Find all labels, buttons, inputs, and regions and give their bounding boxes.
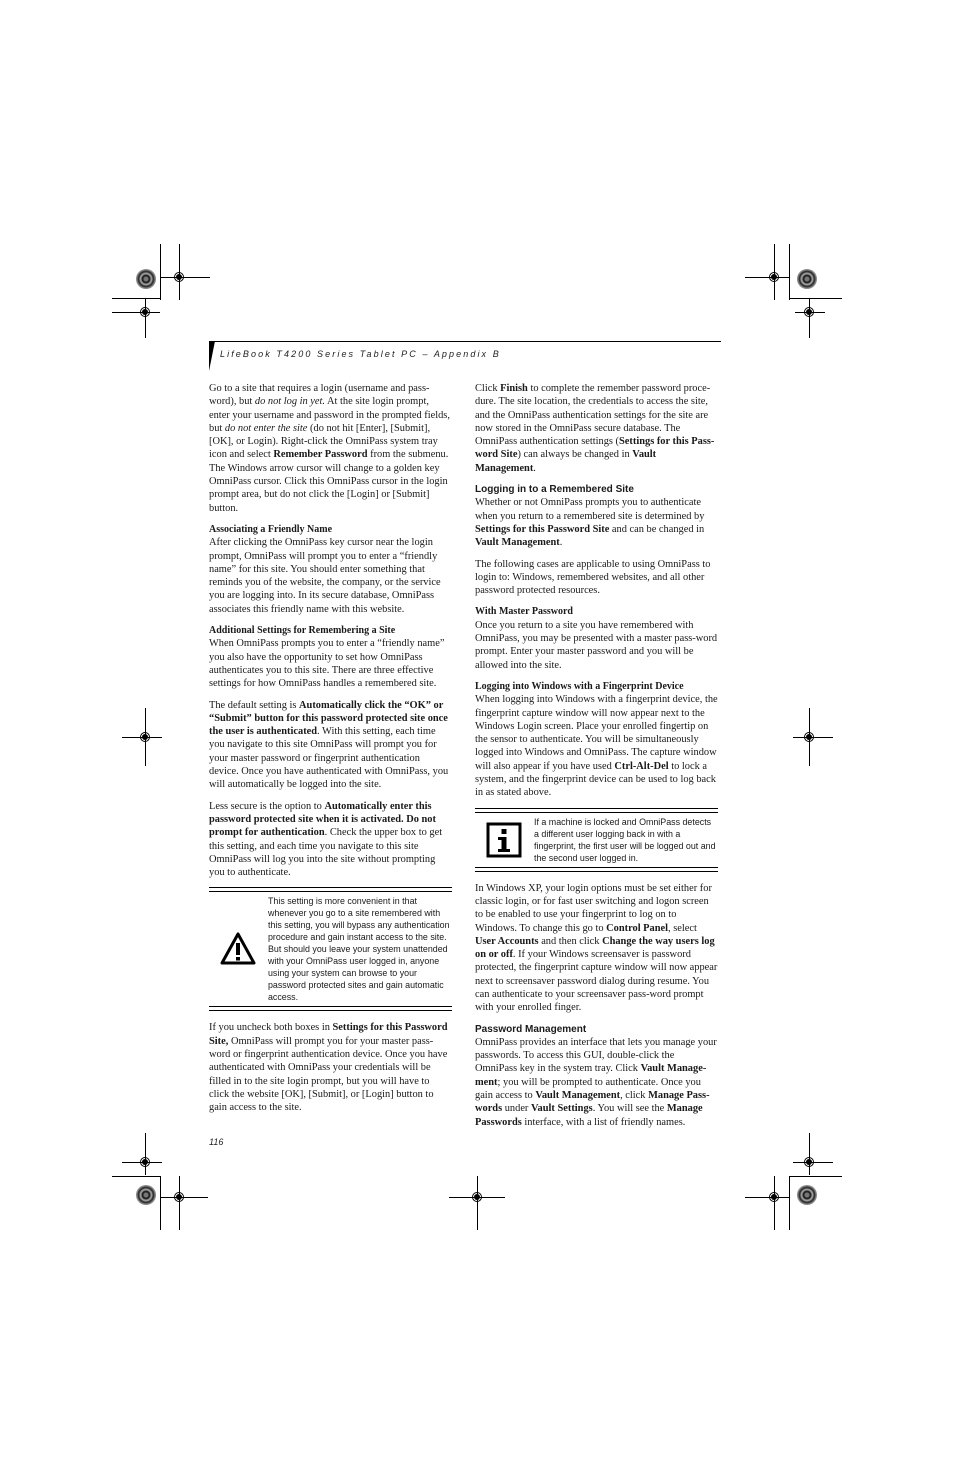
registration-mark-icon — [172, 270, 186, 284]
running-title: LifeBook T4200 Series Tablet PC – Appendix B — [220, 349, 501, 359]
additional-settings-heading: Additional Settings for Remembering a Site — [209, 625, 396, 637]
windows-xp-paragraph: In Windows XP, your login options must be set either for classic login, or for fast user switching and logon screen to be enabled to use your fingerprint to log on to Windows. To change this go to Control Panel, select User Accounts and then click Change the way users log on or off. If your Windows screensaver is password protected, the fingerprint capture window will now appear next to screensaver password dialog during resume. You can authenticate to your screensaver pass-word prompt with your enrolled finger. — [475, 882, 718, 1014]
finish-paragraph: Click Finish to complete the remember password proce-dure. The site location, the credentials to access the site, and the OmniPass authentication settings for the site are now stored in the OmniPass secure database. The OmniPass authentication settings (Settings for this Pass-word Site) can always be changed in Vault Management. — [475, 383, 715, 474]
registration-mark-icon — [172, 1190, 186, 1204]
registration-mark-icon — [138, 305, 152, 319]
registration-disc-icon — [797, 269, 817, 289]
right-column — [475, 382, 718, 1137]
registration-disc-icon — [136, 269, 156, 289]
password-management-heading: Password Management — [475, 1023, 587, 1035]
caution-note-text: This setting is more convenient in that whenever you go to a site remembered with this setting, you will bypass any authentication procedure and gain instant access to the site. But should you leave your system unattended with your OmniPass user logged in, anyone using your system can browse to your password protected sites and gain automatic access. — [268, 896, 450, 1003]
fingerprint-login-heading: Logging into Windows with a Fingerprint Device — [475, 680, 684, 692]
caution-note — [209, 887, 452, 1011]
registration-mark-icon — [138, 1155, 152, 1169]
cases-paragraph: The following cases are applicable to using OmniPass to login to: Windows, remembered websites, and all other password protected resources. — [475, 558, 711, 597]
password-management-paragraph: OmniPass provides an interface that lets you manage your passwords. To access this GUI, double-click the OmniPass key in the system tray. Click Vault Manage-ment; you will be prompted to authenticate. Once you gain access to Vault Management, click Manage Pass-words under Vault Settings. You will see the Manage Passwords interface, with a list of friendly names. — [475, 1036, 717, 1128]
caution-triangle-icon — [220, 932, 256, 966]
less-secure-paragraph: Less secure is the option to Automatically enter this password protected site when it is activated. Do not prompt for authentication. Check the upper box to get this setting, and each time you navigate to this site OmniPass will log you into the site without prompting you to authenticate. — [209, 800, 443, 879]
info-note — [475, 808, 718, 872]
left-column — [209, 382, 452, 1122]
registration-mark-icon — [802, 1155, 816, 1169]
registration-disc-icon — [797, 1185, 817, 1205]
uncheck-paragraph: If you uncheck both boxes in Settings for this Password Site, OmniPass will prompt you for your master pass-word or fingerprint authentication device. Once you have authenticated with OmniPass your credentials will be filled in to the site login prompt, but you will have to click the website [OK], [Submit], or [Login] button to gain access to the site. — [209, 1022, 448, 1114]
registration-mark-icon — [767, 1190, 781, 1204]
friendly-name-heading: Associating a Friendly Name — [209, 523, 333, 535]
info-note-text: If a machine is locked and OmniPass detects a different user logging back in with a fingerprint, the first user will be logged out and the second user logged in. — [534, 816, 716, 863]
remembered-site-paragraph: Whether or not OmniPass prompts you to authenticate when you return to a remembered site is determined by Settings for this Password Site and can be changed in Vault Management. — [475, 497, 705, 549]
default-setting-paragraph: The default setting is Automatically click the “OK” or “Submit” button for this password protected site once the user is authenticated. With this setting, each time you navigate to this site OmniPass will prompt you for your master password or fingerprint authentication device. Once you have authenticated with OmniPass, you will automatically be logged into the site. — [209, 699, 449, 791]
registration-mark-icon — [138, 730, 152, 744]
remembered-site-heading: Logging in to a Remembered Site — [475, 484, 634, 496]
info-icon — [486, 822, 522, 858]
friendly-name-paragraph: After clicking the OmniPass key cursor near the login prompt, OmniPass will prompt you to enter a “friendly name” for this site. You should enter something that reminds you of the website, the company, or the service you are logging into. In its secure database, OmniPass associates this friendly name with this website. — [209, 537, 441, 615]
master-password-paragraph: Once you return to a site you have remembered with OmniPass, you may be presented with a master pass-word prompt. Enter your master password and you will be allowed into the site. — [475, 619, 718, 671]
registration-disc-icon — [136, 1185, 156, 1205]
registration-mark-icon — [802, 305, 816, 319]
header-tab-marker — [209, 341, 215, 371]
fingerprint-login-paragraph: When logging into Windows with a fingerprint device, the fingerprint capture window will now appear next to the Windows Login screen. Place your enrolled fingertip on the sensor to authenticate. You will be simultaneously logged into Windows and OmniPass. The capture window will also appear if you have used Ctrl-Alt-Del to lock a system, and the fingerprint device can be used to log back in as stated above. — [475, 694, 718, 799]
additional-settings-paragraph: When OmniPass prompts you to enter a “friendly name” you also have the opportunity to set how OmniPass authenticates you to this site. There are three effective settings for how OmniPass handles a remembered site. — [209, 638, 445, 690]
master-password-heading: With Master Password — [475, 606, 573, 618]
page-number: 116 — [209, 1137, 224, 1147]
intro-paragraph: Go to a site that requires a login (username and pass-word), but do not log in yet. At the site login prompt, enter your username and password in the prompted fields, but do not enter the site (do not hit [Enter], [Submit], [OK], or Login). Right-click the OmniPass system tray icon and select Remember Password from the submenu. The Windows arrow cursor will change to a golden key OmniPass cursor. Click this OmniPass cursor in the login prompt area, but do not click the [Login] or [Submit] button. — [209, 383, 450, 514]
registration-mark-icon — [470, 1190, 484, 1204]
header-rule — [209, 341, 721, 342]
running-header — [209, 341, 721, 373]
registration-mark-icon — [767, 270, 781, 284]
registration-mark-icon — [802, 730, 816, 744]
